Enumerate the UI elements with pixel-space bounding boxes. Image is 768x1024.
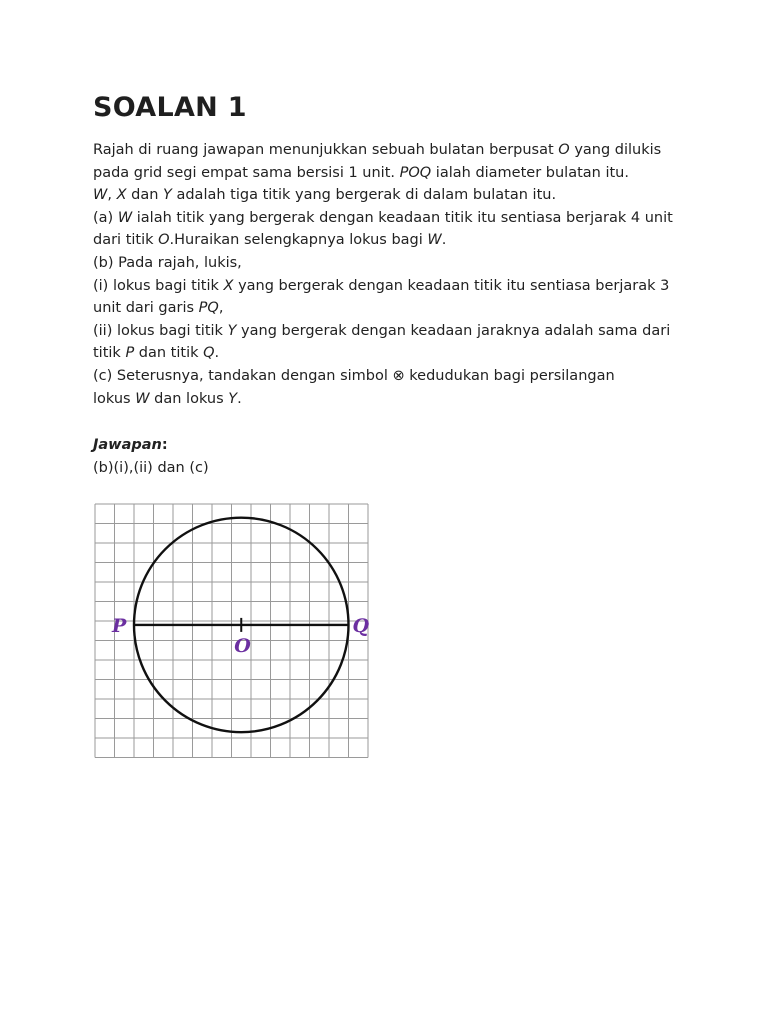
question-line — [93, 139, 693, 162]
question-text-run: dan titik — [134, 345, 204, 362]
question-text-run: , — [218, 300, 224, 317]
page-title: SOALAN 1 — [93, 92, 247, 123]
question-text-run: unit dari garis — [93, 300, 199, 317]
question-text-run: lokus — [93, 390, 136, 407]
question-text-run: .Huraikan selengkapnya lokus bagi — [169, 232, 428, 249]
math-variable: POQ — [399, 164, 432, 181]
question-line — [93, 342, 693, 365]
diagram-svg — [93, 502, 373, 766]
question-text-run: pada grid segi empat sama bersisi 1 unit. — [93, 164, 400, 181]
grid — [95, 504, 368, 758]
question-text-run: . — [214, 345, 220, 362]
point-label-p: P — [112, 614, 127, 637]
math-variable: Y — [228, 390, 238, 407]
point-label-q: Q — [352, 614, 370, 637]
question-text-run: (ii) lokus bagi titik — [93, 322, 228, 339]
question-text-run: dan lokus — [149, 390, 229, 407]
question-line — [93, 320, 693, 343]
answer-section — [93, 434, 209, 479]
question-text-run: , — [107, 187, 117, 204]
question-line — [93, 207, 693, 230]
math-variable: W — [135, 390, 150, 407]
question-line — [93, 388, 693, 411]
question-text-run: ialah titik yang bergerak dengan keadaan titik itu sentiasa berjarak 4 unit — [132, 209, 673, 226]
question-text-run: dari titik — [93, 232, 159, 249]
math-variable: Y — [163, 187, 172, 204]
question-line — [93, 162, 693, 185]
math-variable: PQ — [198, 300, 219, 317]
math-variable: O — [158, 232, 170, 249]
question-line — [93, 297, 693, 320]
question-text-run: titik — [93, 345, 126, 362]
answer-parts: (b)(i),(ii) dan (c) — [93, 459, 209, 476]
answer-heading — [93, 434, 209, 457]
question-text-run: adalah tiga titik yang bergerak di dalam bulatan itu. — [171, 187, 557, 204]
question-text-run: . — [237, 390, 242, 407]
math-variable: X — [116, 187, 127, 204]
question-text-run: ialah diameter bulatan itu. — [431, 164, 629, 181]
question-text-run: yang dilukis — [569, 142, 662, 158]
math-variable: X — [223, 277, 234, 294]
math-variable: W — [427, 232, 442, 249]
question-text-run: (b) Pada rajah, lukis, — [93, 254, 242, 271]
point-label-o: O — [234, 634, 251, 657]
answer-label-colon: : — [161, 437, 168, 453]
question-line — [93, 229, 693, 252]
question-line — [93, 365, 693, 388]
math-variable: Y — [227, 322, 237, 339]
math-variable: W — [93, 187, 108, 204]
question-text-run: dan — [126, 187, 163, 204]
question-line — [93, 252, 693, 275]
question-text-run: (i) lokus bagi titik — [93, 277, 224, 294]
question-text-run: (a) — [93, 209, 118, 226]
question-text-run: (c) Seterusnya, tandakan dengan simbol ⊗ kedudukan bagi persilangan — [93, 367, 615, 384]
math-variable: P — [125, 345, 135, 362]
math-variable: W — [117, 209, 133, 226]
question-line — [93, 275, 693, 298]
question-text-run: yang bergerak dengan keadaan jaraknya adalah sama dari — [236, 322, 671, 339]
math-variable: O — [558, 142, 570, 158]
answer-label: Jawapan — [93, 437, 162, 453]
question-text-run: Rajah di ruang jawapan menunjukkan sebuah bulatan berpusat — [93, 142, 559, 158]
circle-grid-diagram — [93, 502, 373, 766]
question-line — [93, 184, 693, 207]
question-text-run: yang bergerak dengan keadaan titik itu sentiasa berjarak 3 — [233, 277, 670, 294]
question-text — [93, 139, 693, 410]
question-text-run: . — [441, 232, 447, 249]
math-variable: Q — [203, 345, 215, 362]
